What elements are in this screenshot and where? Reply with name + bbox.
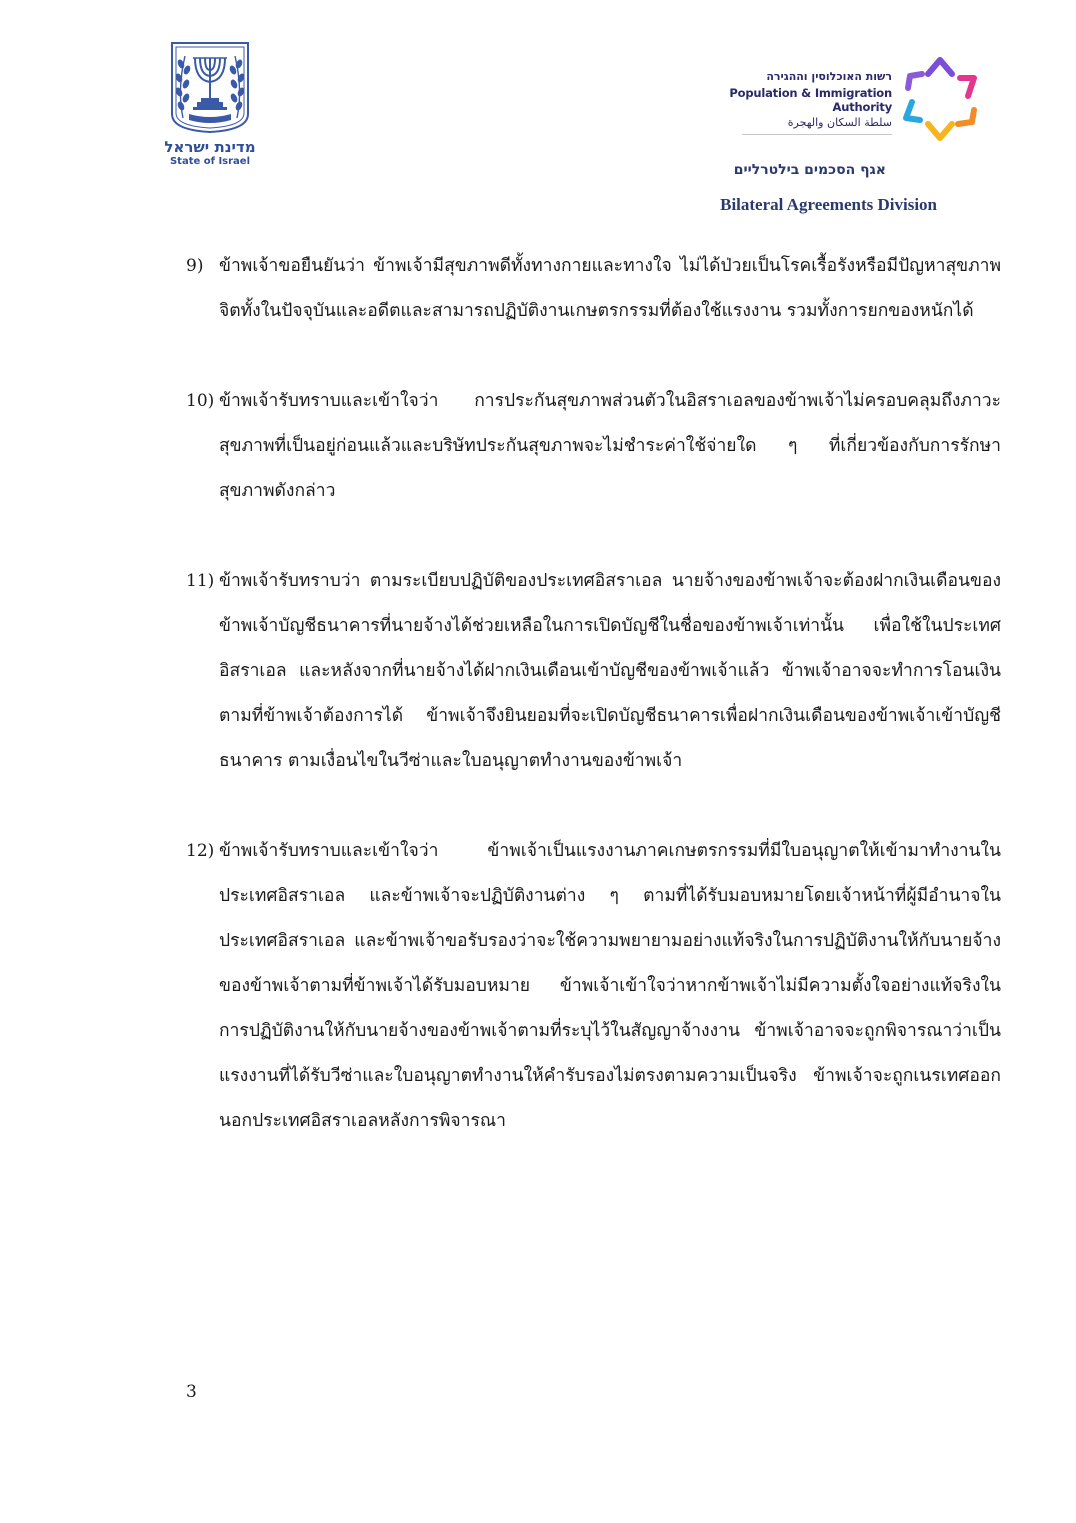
star-segment-bottom [928, 124, 952, 138]
state-name-hebrew: מדינת ישראל [164, 138, 256, 156]
star-segment-top [928, 60, 952, 74]
division-name-english: Bilateral Agreements Division [720, 195, 937, 214]
declaration-body [186, 244, 1001, 1144]
star-segment-bottom-right [958, 110, 974, 124]
menorah-emblem-icon [169, 40, 251, 134]
star-segment-top-right [960, 78, 974, 96]
clause-text: ข้าพเจ้าขอยืนยันว่า ข้าพเจ้ามีสุขภาพดีทั้งทางกายและทางใจ ไม่ได้ป่วยเป็นโรคเรื้อรังหรือมีปัญหาสุขภาพจิตทั้งในปัจจุบันและอดีตและสามารถปฏิบัติงานเกษตรกรรมที่ต้องใช้แรงงาน รวมทั้งการยกของหนักได้ [219, 256, 1001, 321]
clause-text: ข้าพเจ้ารับทราบและเข้าใจว่า ข้าพเจ้าเป็นแรงงานภาคเกษตรกรรมที่มีใบอนุญาตให้เข้ามาทำงานในประเทศอิสราเอล และข้าพเจ้าจะปฏิบัติงานต่าง ๆ ตามที่ได้รับมอบหมายโดยเจ้าหน้าที่ผู้มีอำนาจในประเทศอิสราเอล และข้าพเจ้าขอรับรองว่าจะใช้ความพยายามอย่างแท้จริงในการปฏิบัติงานให้กับนายจ้างของข้าพเจ้าตามที่ข้าพเจ้าได้รับมอบหมาย ข้าพเจ้าเข้าใจว่าหากข้าพเจ้าไม่มีความตั้งใจอย่างแท้จริงในการปฏิบัติงานให้กับนายจ้างของข้าพเจ้าตามที่ระบุไว้ในสัญญาจ้างงาน ข้าพเจ้าอาจจะถูกพิจารณาว่าเป็นแรงงานที่ได้รับวีซ่าและใบอนุญาตทำงานให้คำรับรองไม่ตรงตามความเป็นจริง ข้าพเจ้าจะถูกเนรเทศออกนอกประเทศอิสราเอลหลังการพิจารณา [219, 841, 1001, 1131]
star-segment-bottom-left [906, 102, 920, 120]
authority-name-arabic: سلطة السكان والهجرة [787, 116, 892, 129]
clause-text: ข้าพเจ้ารับทราบว่า ตามระเบียบปฏิบัติของประเทศอิสราเอล นายจ้างของข้าพเจ้าจะต้องฝากเงินเดือนของข้าพเจ้าบัญชีธนาคารที่นายจ้างได้ช่วยเหลือในการเปิดบัญชีในชื่อของข้าพเจ้าเท่านั้น เพื่อใช้ในประเทศอิสราเอล และหลังจากที่นายจ้างได้ฝากเงินเดือนเข้าบัญชีของข้าพเจ้าแล้ว ข้าพเจ้าอาจจะทำการโอนเงินตามที่ข้าพเจ้าต้องการได้ ข้าพเจ้าจึงยินยอมที่จะเปิดบัญชีธนาคารเพื่อฝากเงินเดือนของข้าพเจ้าเข้าบัญชีธนาคาร ตามเงื่อนไขในวีซ่าและใบอนุญาตทำงานของข้าพเจ้า [219, 571, 1001, 771]
clause-11 [186, 559, 1001, 784]
authority-name-english: Population & Immigration Authority [729, 86, 892, 114]
clause-number: 12) [186, 841, 215, 861]
state-emblem-block [155, 40, 265, 167]
clause-number: 10) [186, 391, 215, 411]
clause-12 [186, 829, 1001, 1144]
clause-number: 11) [186, 571, 215, 591]
authority-names [670, 70, 892, 129]
clause-number: 9) [186, 256, 204, 276]
clause-9 [186, 244, 1001, 334]
authority-divider [742, 134, 892, 135]
authority-name-hebrew: רשות האוכלוסין וההגירה [766, 70, 892, 83]
clause-10 [186, 379, 1001, 514]
authority-star-logo-icon [900, 52, 980, 144]
star-segment-top-left [908, 74, 922, 88]
authority-logo-block [670, 52, 980, 147]
division-name-hebrew: אגף הסכמים בילטרליים [733, 162, 886, 178]
clause-text: ข้าพเจ้ารับทราบและเข้าใจว่า การประกันสุขภาพส่วนตัวในอิสราเอลของข้าพเจ้าไม่ครอบคลุมถึงภาวะสุขภาพที่เป็นอยู่ก่อนแล้วและบริษัทประกันสุขภาพจะไม่ชำระค่าใช้จ่ายใด ๆ ที่เกี่ยวข้องกับการรักษาสุขภาพดังกล่าว [219, 391, 1001, 501]
page-number: 3 [186, 1382, 197, 1402]
state-name-english: State of Israel [169, 156, 251, 167]
